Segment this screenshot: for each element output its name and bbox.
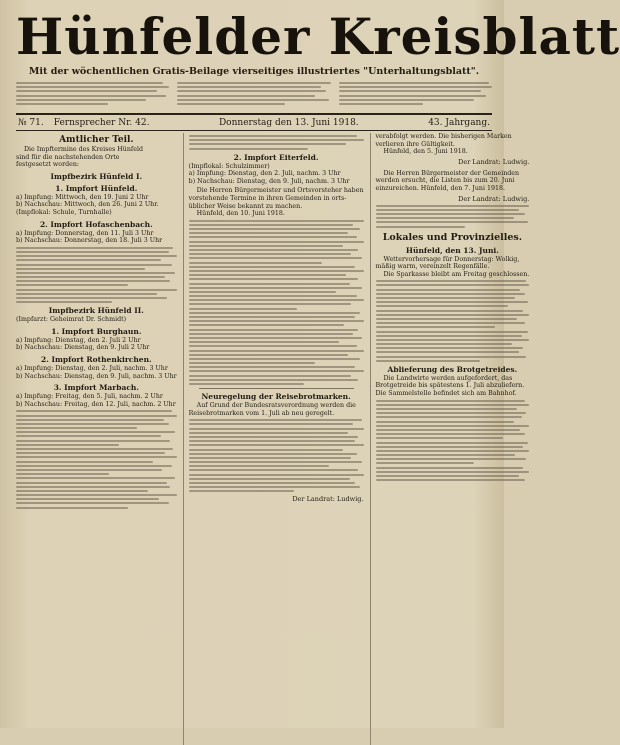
- subheading: Impfbezirk Hünfeld I.: [50, 171, 143, 181]
- publisher-notes: [16, 80, 492, 110]
- body-text: (Impfarzt: Geheimrat Dr. Schmidt): [16, 316, 127, 324]
- body-text: a) Impfung: Donnerstag, den 11. Juli 3 Uhr: [16, 229, 154, 237]
- body-text: sind für die nachstehenden Orte: [16, 153, 120, 161]
- official-section-heading: Amtlicher Teil.: [59, 135, 134, 145]
- publisher-note-middle: [177, 80, 330, 110]
- body-text: Hünfeld, den 5. Juni 1918.: [383, 148, 468, 156]
- body-text: festgesetzt worden:: [16, 161, 80, 169]
- signature: Der Landrat: Ludwig.: [292, 494, 364, 503]
- body-text: (Impflokal: Schulzimmer): [188, 162, 270, 170]
- article-columns: [16, 133, 530, 745]
- subheading: Neuregelung der Reisebrotmarken.: [201, 392, 351, 402]
- body-text: Auf Grund der Bundesratsverordnung werden die: [196, 402, 356, 410]
- body-text: Hünfeld, den 10. Juni 1918.: [196, 210, 285, 218]
- masthead-title: Hünfelder Kreisblatt: [16, 7, 620, 66]
- body-text: Die Landwirte werden aufgefordert, das: [383, 374, 513, 382]
- body-text: Reisebrotmarken vom 1. Juli ab neu geregelt.: [188, 409, 335, 417]
- body-text: werden ersucht, die Listen bis zum 20. Juni: [375, 177, 515, 185]
- body-text: b) Nachschau: Freitag, den 12. Juli, nachm. 2 Uhr: [16, 400, 176, 408]
- body-text: b) Nachschau: Mittwoch, den 26. Juni 2 Uhr.: [16, 201, 159, 209]
- volume-number: 43. Jahrgang.: [428, 117, 490, 128]
- local-news-heading: Lokales und Provinzielles.: [382, 231, 523, 243]
- body-text: mäßig warm, vereinzelt Regenfälle.: [375, 263, 490, 271]
- body-text: b) Nachschau: Dienstag, den 9. Juli, nachm. 3 Uhr: [16, 372, 177, 380]
- body-text: b) Nachschau: Dienstag, den 9. Juli, nachm. 3 Uhr: [188, 177, 350, 185]
- body-text: Die Sammelstelle befindet sich am Bahnhof.: [375, 390, 517, 398]
- subheading: 1. Impfort Hünfeld.: [55, 183, 138, 193]
- body-text: Die Sparkasse bleibt am Freitag geschlossen.: [383, 270, 530, 278]
- body-text: Die Herren Bürgermeister der Gemeinden: [383, 169, 520, 177]
- signature: Der Landrat: Ludwig.: [458, 157, 530, 166]
- publisher-note-left: [16, 80, 169, 110]
- body-text: b) Nachschau: Dienstag, den 9. Juli 2 Uhr: [16, 344, 150, 352]
- column-2: [183, 133, 364, 745]
- subheading: 3. Impfort Marbach.: [53, 383, 139, 393]
- body-text: Brotgetreide bis spätestens 1. Juli abzuliefern.: [375, 382, 525, 390]
- masthead-subtitle: Mit der wöchentlichen Gratis-Beilage vierseitiges illustriertes "Unterhaltungsblatt".: [28, 66, 480, 77]
- subheading: 2. Impfort Eiterfeld.: [233, 152, 319, 162]
- body-text: verlieren ihre Gültigkeit.: [375, 140, 455, 148]
- body-text: üblicher Weise bekannt zu machen.: [188, 202, 303, 210]
- body-text: (Impflokal: Schule, Turnhalle): [16, 208, 112, 216]
- body-text: Die Impftermine des Kreises Hünfeld: [24, 146, 143, 153]
- column-1: [16, 133, 177, 745]
- body-text: Die Herren Bürgermeister und Ortsvorsteher haben: [196, 187, 364, 195]
- publisher-note-right: [339, 80, 492, 110]
- subheading: Ablieferung des Brotgetreides.: [387, 364, 518, 374]
- body-text: a) Impfung: Dienstag, den 2. Juli, nachm. 3 Uhr: [188, 170, 341, 178]
- subheading: 1. Impfort Burghaun.: [51, 326, 142, 336]
- body-text: einzureichen. Hünfeld, den 7. Juni 1918.: [375, 184, 505, 192]
- issue-date: Donnerstag den 13. Juni 1918.: [218, 117, 359, 128]
- signature: Der Landrat: Ludwig.: [458, 194, 530, 203]
- section-divider: [199, 388, 354, 389]
- body-text: Wettervorhersage für Donnerstag: Wolkig,: [383, 255, 520, 263]
- phone-number: Fernsprecher Nr. 42.: [53, 117, 150, 128]
- body-text: b) Nachschau: Donnerstag, den 18. Juli 3 Uhr: [16, 237, 163, 245]
- body-text: a) Impfung: Dienstag, den 2. Juli 2 Uhr: [16, 336, 141, 344]
- subheading: 2. Impfort Hofaschenbach.: [39, 219, 153, 229]
- subheading: Impfbezirk Hünfeld II.: [48, 306, 144, 316]
- body-text: a) Impfung: Freitag, den 5. Juli, nachm. 2 Uhr: [16, 393, 163, 401]
- body-text: a) Impfung: Mittwoch, den 19. Juni 2 Uhr: [16, 193, 149, 201]
- subheading: 2. Impfort Rothenkirchen.: [41, 354, 152, 364]
- body-text: vorstehende Termine in ihren Gemeinden in orts-: [188, 194, 347, 202]
- issue-number: № 71.: [18, 117, 44, 128]
- column-3: [370, 133, 530, 745]
- dateline: Hünfeld, den 13. Juni.: [405, 245, 499, 255]
- issue-date-bar: [16, 113, 492, 131]
- body-text: a) Impfung: Dienstag, den 2. Juli, nachm. 3 Uhr: [16, 364, 168, 372]
- body-text: verabfolgt werden. Die bisherigen Marken: [375, 133, 512, 140]
